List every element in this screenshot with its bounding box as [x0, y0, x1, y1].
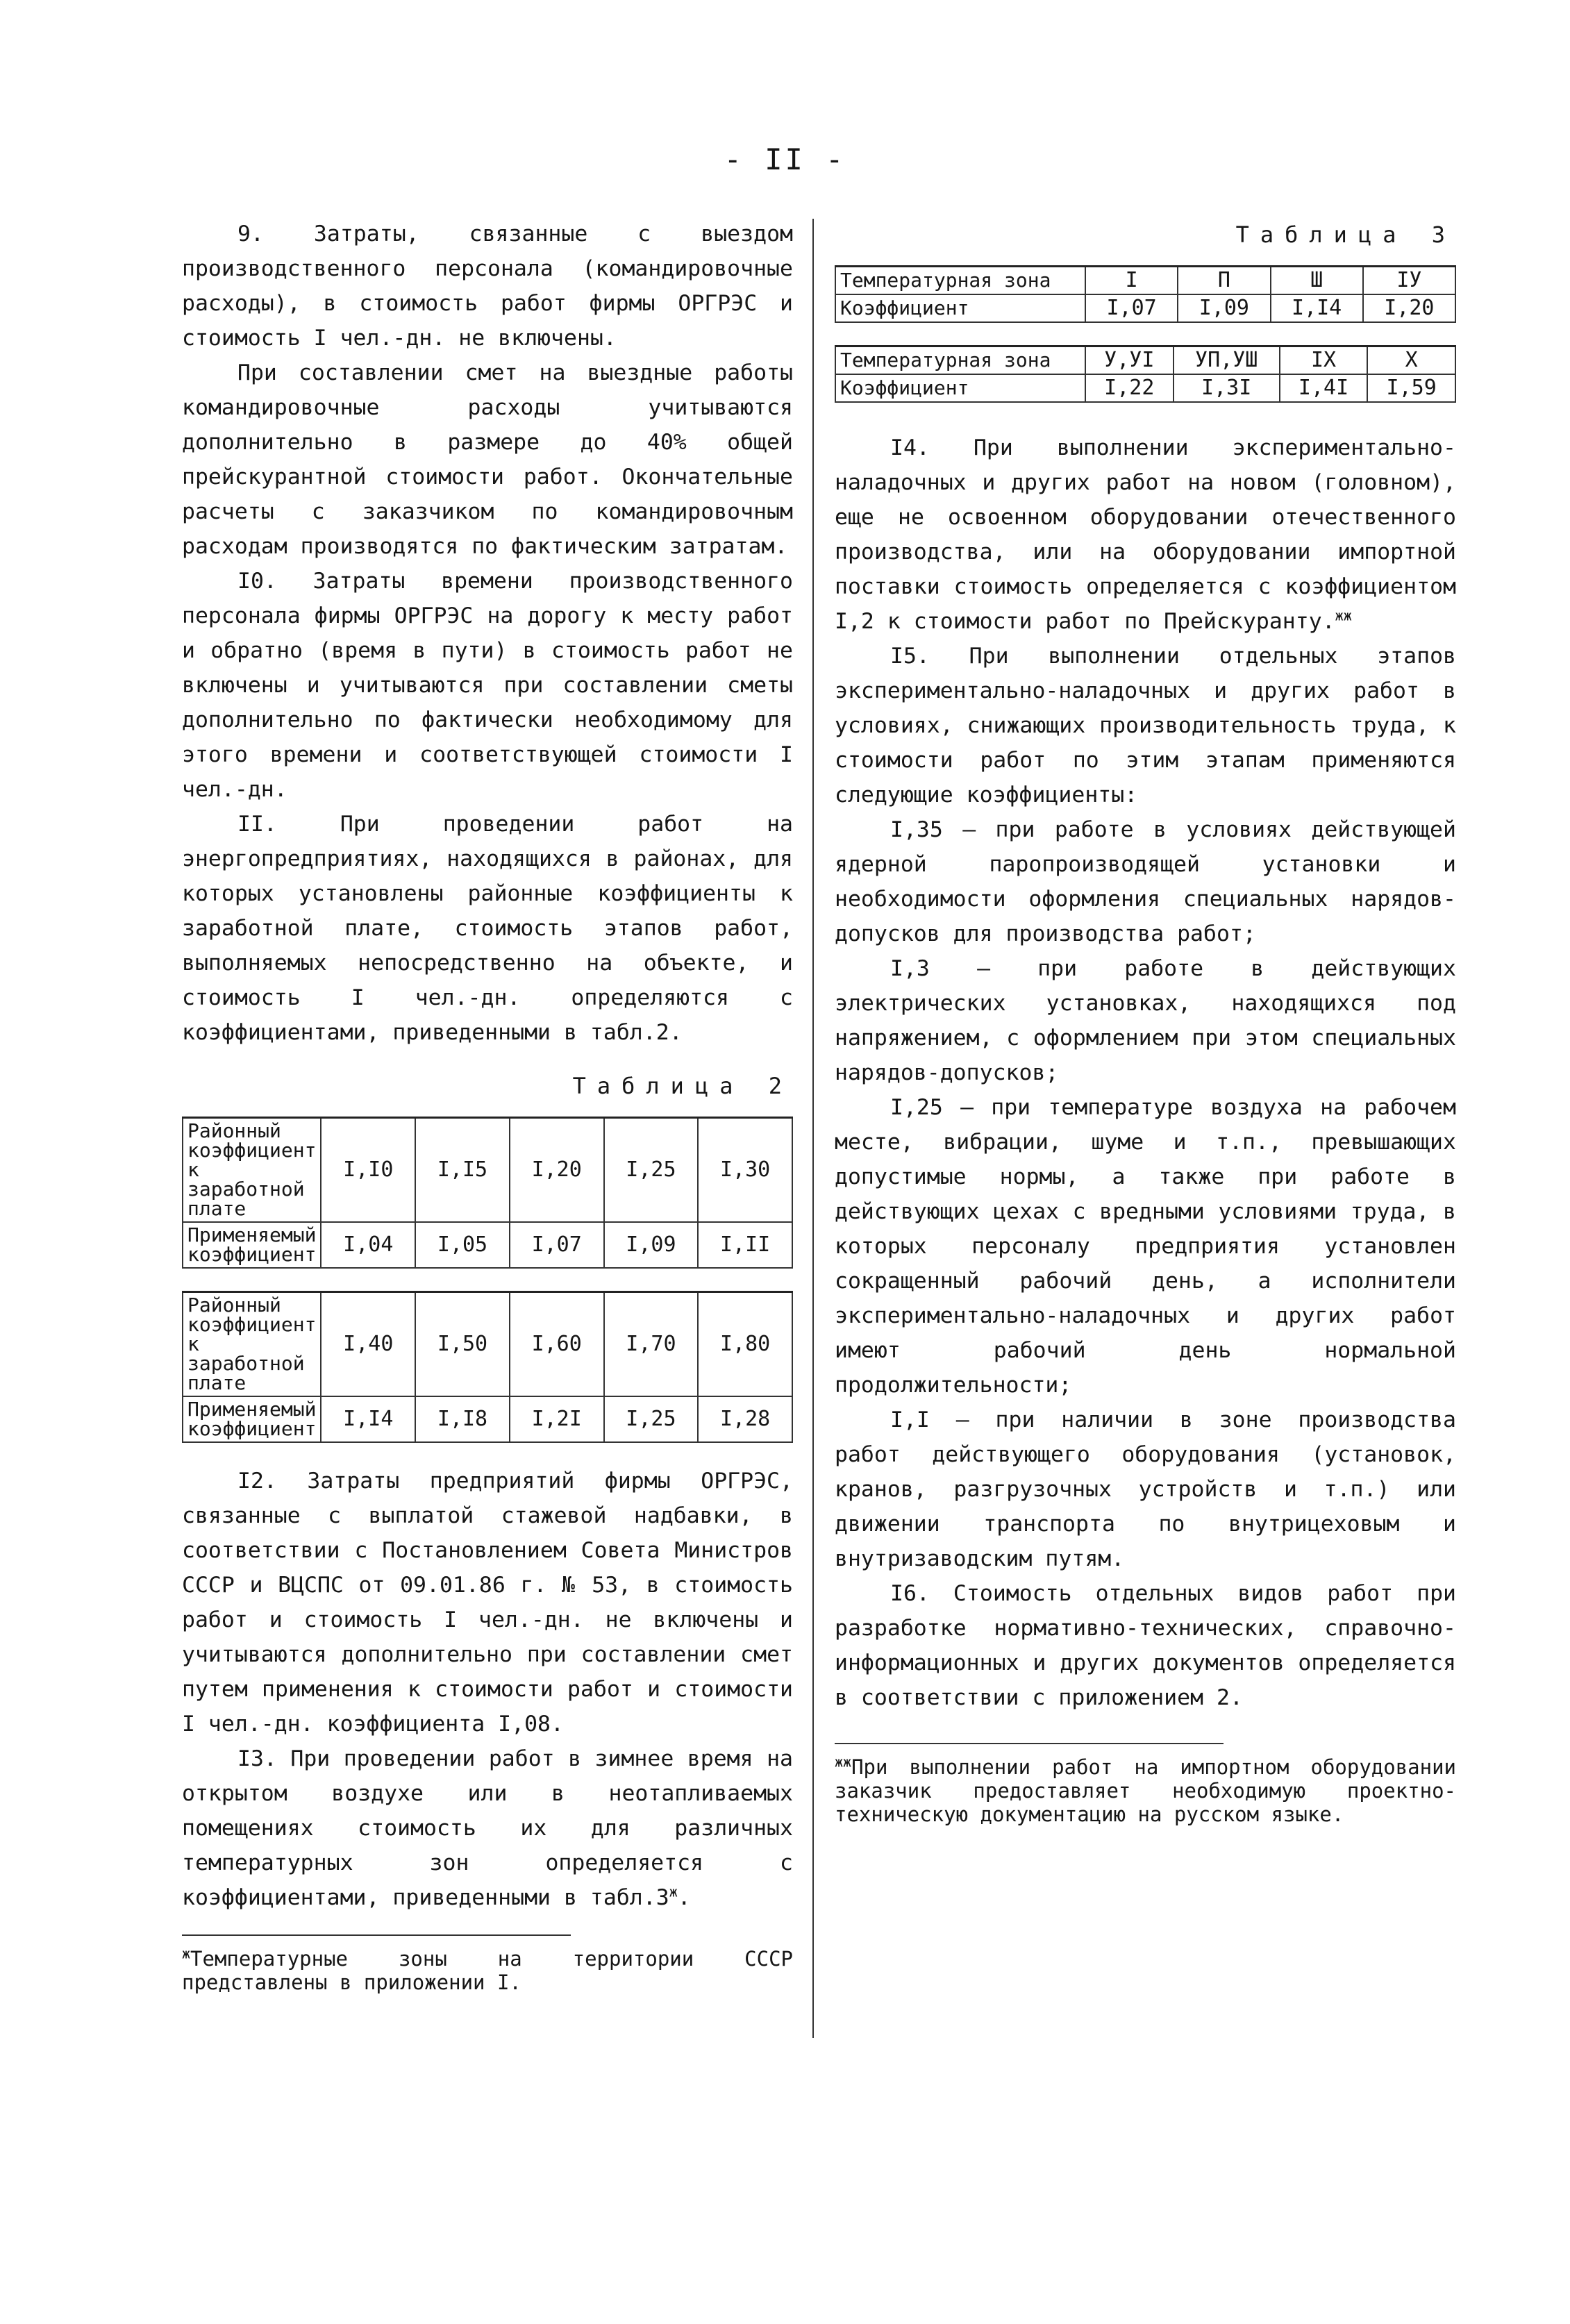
table-cell: I,I0 — [321, 1118, 415, 1223]
footnote-left — [182, 1947, 793, 1994]
table-cell: I,30 — [698, 1118, 792, 1223]
page-number: - II - — [724, 142, 846, 176]
table-cell: I,20 — [1363, 294, 1455, 322]
table-cell: I,60 — [510, 1292, 604, 1397]
table-cell: I,80 — [698, 1292, 792, 1397]
table-cell: I,07 — [510, 1222, 604, 1268]
table-cell: I,04 — [321, 1222, 415, 1268]
right-column — [835, 217, 1456, 1826]
footnote-rule — [835, 1743, 1224, 1744]
row-label-coefficient: Коэффициент — [835, 294, 1085, 322]
table-cell: I,50 — [415, 1292, 510, 1397]
table-cell: I,I5 — [415, 1118, 510, 1223]
paragraph-15: I5. При выполнении отдельных этапов экспериментально-наладочных и других работ в условиях, снижающих производительность труда, к стоимости работ по этим этапам применяются следующие коэффициенты: — [835, 644, 1456, 808]
paragraph-16: I6. Стоимость отдельных видов работ при разработке нормативно-технических, справочно-информационных и других документов определяется в соответствии с приложением 2. — [835, 1581, 1456, 1710]
table-row — [835, 294, 1455, 322]
table-cell: I,09 — [1178, 294, 1270, 322]
footnote-text: Температурные зоны на территории СССР представлены в приложении I. — [182, 1947, 793, 1994]
coefficient-item-1-1: I,I – при наличии в зоне производства работ действующего оборудования (установок, кранов, разгрузочных устройств и т.п.) или движении транспорта по внутрицеховым и внутризаводским путям. — [835, 1407, 1456, 1571]
table-row — [183, 1118, 792, 1223]
row-label-district: Районный коэффициент к заработной плате — [183, 1118, 321, 1223]
table-cell: IУ — [1363, 267, 1455, 295]
table-cell: У,УI — [1085, 346, 1174, 375]
table-cell: I,4I — [1280, 374, 1368, 402]
table-cell: I,28 — [698, 1396, 792, 1442]
table-2-caption: Таблица 2 — [572, 1073, 793, 1099]
table-row — [835, 374, 1455, 402]
column-divider — [812, 219, 814, 2038]
paragraph-14 — [835, 430, 1456, 639]
footnote-right — [835, 1755, 1456, 1826]
table-cell: I,I8 — [415, 1396, 510, 1442]
table-cell: I,59 — [1367, 374, 1455, 402]
row-label-district: Районный коэффициент к заработной плате — [183, 1292, 321, 1397]
table-cell: I,2I — [510, 1396, 604, 1442]
footnote-marker: жж — [835, 1753, 852, 1771]
table-cell: I,25 — [604, 1118, 699, 1223]
table-cell: Ш — [1271, 267, 1363, 295]
footnote-marker: ж — [669, 1883, 678, 1900]
table-cell: I,II — [698, 1222, 792, 1268]
coefficient-item-1-3: I,3 – при работе в действующих электрических установках, находящихся под напряжением, с оформлением при этом специальных нарядов-допусков; — [835, 956, 1456, 1085]
table-cell: I,70 — [604, 1292, 699, 1397]
paragraph-12: I2. Затраты предприятий фирмы ОРГРЭС, связанные с выплатой стажевой надбавки, в соответствии с Постановлением Совета Министров СССР и ВЦСПС от 09.01.86 г. № 53, в стоимость работ и стоимость I чел.-дн. не включены и учитываются дополнительно при составлении смет путем применения к стоимости работ и стоимости I чел.-дн. коэффициента I,08. — [182, 1469, 793, 1737]
table-2 — [182, 1117, 793, 1269]
table-cell: IX — [1280, 346, 1368, 375]
row-label-zone: Температурная зона — [835, 346, 1085, 375]
table-row — [183, 1292, 792, 1397]
table-cell: П — [1178, 267, 1270, 295]
footnote-marker: жж — [1335, 607, 1352, 624]
table-row — [835, 267, 1455, 295]
table-cell: I,20 — [510, 1118, 604, 1223]
table-cell: I — [1085, 267, 1178, 295]
table-cell: I,I4 — [321, 1396, 415, 1442]
table-cell: I,05 — [415, 1222, 510, 1268]
table-row — [183, 1222, 792, 1268]
table-3 — [835, 265, 1456, 323]
paragraph-10: I0. Затраты времени производственного персонала фирмы ОРГРЭС на дорогу к месту работ и обратно (время в пути) в стоимость работ не включены и учитываются при составлении сметы дополнительно по фактически необходимому для этого времени и соответствующей стоимости I чел.-дн. — [182, 569, 793, 802]
table-cell: X — [1367, 346, 1455, 375]
table-cell: I,I4 — [1271, 294, 1363, 322]
coefficient-item-1-35: I,35 – при работе в условиях действующей ядерной паропроизводящей установки и необходимости оформления специальных нарядов-допусков для производства работ; — [835, 817, 1456, 946]
table-cell: I,40 — [321, 1292, 415, 1397]
footnote-marker: ж — [182, 1945, 191, 1962]
footnote-text: При выполнении работ на импортном оборудовании заказчик предоставляет необходимую проектно-техническую документацию на русском языке. — [835, 1755, 1456, 1826]
table-2-continued — [182, 1291, 793, 1443]
row-label-zone: Температурная зона — [835, 267, 1085, 295]
paragraph-13-text: I3. При проведении работ в зимнее время на открытом воздухе или в неотапливаемых помещениях стоимость их для различных температурных зон определяется с коэффициентами, приведенными в табл.3 — [182, 1746, 793, 1910]
left-column — [182, 217, 793, 1994]
table-row — [183, 1396, 792, 1442]
row-label-applied: Применяемый коэффициент — [183, 1222, 321, 1268]
table-cell: I,25 — [604, 1396, 699, 1442]
row-label-coefficient: Коэффициент — [835, 374, 1085, 402]
table-3-caption: Таблица 3 — [1235, 221, 1456, 248]
table-row — [835, 346, 1455, 375]
coefficient-item-1-25: I,25 – при температуре воздуха на рабочем месте, вибрации, шуме и т.п., превышающих допустимые нормы, а также при работе в действующих цехах с вредными условиями труда, в которых персоналу предприятия установлен сокращенный рабочий день, а исполнители экспериментально-наладочных и других работ имеют рабочий день нормальной продолжительности; — [835, 1095, 1456, 1398]
paragraph-9-continued: При составлении смет на выездные работы командировочные расходы учитываются дополнительно в размере до 40% общей прейскурантной стоимости работ. Окончательные расчеты с заказчиком по командировочным расходам производятся по фактическим затратам. — [182, 360, 793, 559]
table-cell: I,22 — [1085, 374, 1174, 402]
table-cell: I,3I — [1174, 374, 1280, 402]
paragraph-13: I3. При проведении работ в зимнее время на открытом воздухе или в неотапливаемых помещениях стоимость их для различных температурных зон определяется с коэффициентами, приведенными в $табл.3^ж$. — [182, 1746, 793, 1910]
paragraph-11: II. При проведении работ на энергопредприятиях, находящихся в районах, для которых установлены районные коэффициенты к заработной плате, стоимость этапов работ, выполняемых непосредственно на объекте, и стоимость I чел.-дн. определяются с коэффициентами, приведенными в табл.2. — [182, 812, 793, 1045]
row-label-applied: Применяемый коэффициент — [183, 1396, 321, 1442]
paragraph-14-text: I4. При выполнении экспериментально-наладочных и других работ на новом (головном), еще не освоенном оборудовании отечественного производства, или на оборудовании импортной поставки стоимость определяется с коэффициентом I,2 к стоимости работ по Прейскуранту. — [835, 435, 1456, 634]
table-3-continued — [835, 345, 1456, 403]
table-cell: I,07 — [1085, 294, 1178, 322]
table-cell: УП,УШ — [1174, 346, 1280, 375]
paragraph-9: 9. Затраты, связанные с выездом производственного персонала (командировочные расходы), в стоимость работ фирмы ОРГРЭС и стоимость I чел.-дн. не включены. — [182, 221, 793, 351]
footnote-rule — [182, 1934, 571, 1936]
table-cell: I,09 — [604, 1222, 699, 1268]
